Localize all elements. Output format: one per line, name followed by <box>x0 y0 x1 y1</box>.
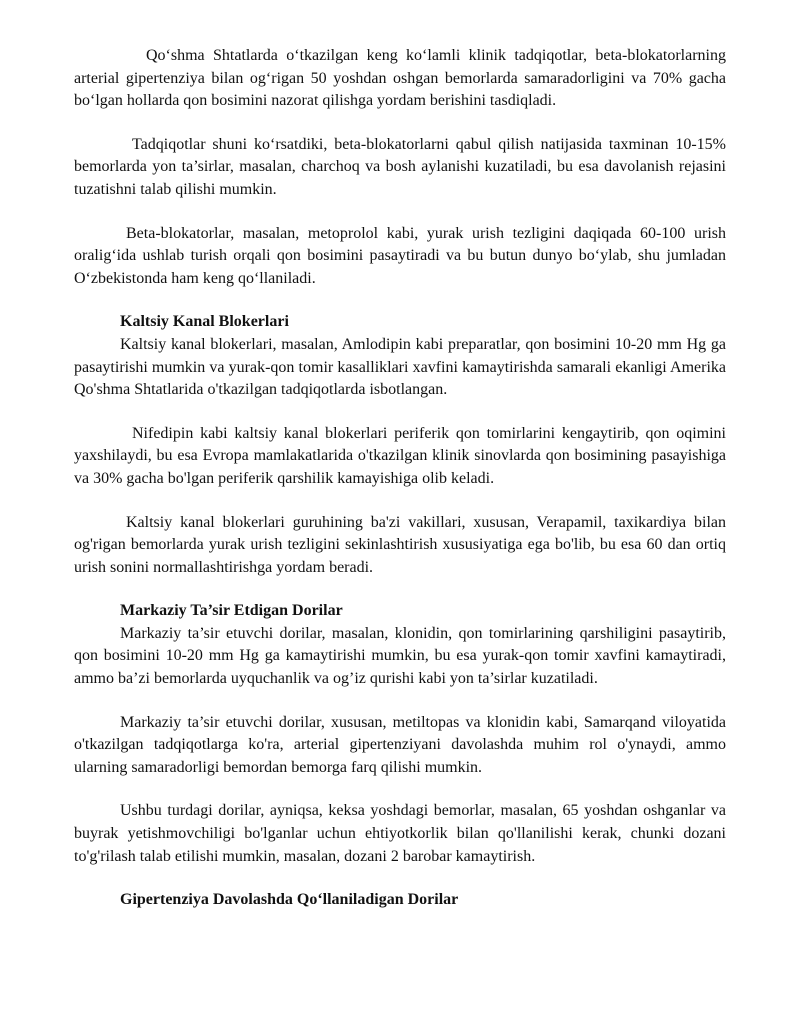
paragraph-central-elderly: Ushbu turdagi dorilar, ayniqsa, keksa yoshdagi bemorlar, masalan, 65 yoshdan oshganlar va buyrak yetishmovchiligi bo'lganlar uchun ehtiyotkorlik bilan qo'llanilishi kerak, chunki dozani to'g'rilash talab etilishi mumkin, masalan, dozani 2 barobar kamaytirish. <box>74 802 726 865</box>
document-body <box>74 45 726 912</box>
heading-calcium-channel-blockers: Kaltsiy Kanal Blokerlari <box>120 313 289 331</box>
paragraph-calcium-nifedipine: Nifedipin kabi kaltsiy kanal blokerlari periferik qon tomirlarini kengaytirib, qon oqimini yaxshilaydi, bu esa Evropa mamlakatlarida o'tkazilgan klinik sinovlarda qon bosimining pasayishiga va 30% gacha bo'lgan periferik qarshilik kamayishiga olib keladi. <box>74 424 726 487</box>
paragraph-central-samarkand: Markaziy ta’sir etuvchi dorilar, xususan, metiltopas va klonidin kabi, Samarqand viloyatida o'tkazilgan tadqiqotlarga ko'ra, arterial gipertenziyani davolashda muhim rol o'ynaydi, ammo ularning samaradorligi bemordan bemorga farq qilishi mumkin. <box>74 713 726 776</box>
paragraph-central-clonidine: Markaziy ta’sir etuvchi dorilar, masalan, klonidin, qon tomirlarining qarshiligini pasaytirib, qon bosimini 10-20 mm Hg ga kamaytirishi mumkin, bu esa yurak-qon tomir xavfini kamaytiradi, ammo ba’zi bemorlarda uyquchanlik va og’iz qurishi kabi yon ta’sirlar kuzatiladi. <box>74 624 726 688</box>
paragraph-beta-blockers-metoprolol: Beta-blokatorlar, masalan, metoprolol kabi, yurak urish tezligini daqiqada 60-100 urish oralig‘ida ushlab turish orqali qon bosimini pasaytiradi va bu butun dunyo bo‘ylab, shu jumladan O‘zbekistonda ham keng qo‘llaniladi. <box>74 224 726 287</box>
heading-central-acting-drugs: Markaziy Ta’sir Etdigan Dorilar <box>120 602 343 620</box>
paragraph-calcium-amlodipine: Kaltsiy kanal blokerlari, masalan, Amlodipin kabi preparatlar, qon bosimini 10-20 mm Hg ga pasaytirishi mumkin va yurak-qon tomir kasalliklari xavfini kamaytirishda samarali ekanligi Amerika Qo'shma Shtatlarida o'tkazilgan tadqiqotlarda isbotlangan. <box>74 335 726 399</box>
paragraph-beta-blockers-side-effects: Tadqiqotlar shuni ko‘rsatdiki, beta-blokatorlarni qabul qilish natijasida taxminan 10-15% bemorlarda yon ta’sirlar, masalan, charchoq va bosh aylanishi kuzatiladi, bu esa davolanish rejasini tuzatishni talab qilishi mumkin. <box>74 135 726 198</box>
paragraph-calcium-verapamil: Kaltsiy kanal blokerlari guruhining ba'zi vakillari, xususan, Verapamil, taxikardiya bilan og'rigan bemorlarda yurak urish tezligini sekinlashtirish xususiyatiga ega bo'lib, bu esa 60 dan ortiq urish sonini normallashtirishga yordam beradi. <box>74 513 726 576</box>
paragraph-beta-blockers-us-trials: Qo‘shma Shtatlarda o‘tkazilgan keng ko‘lamli klinik tadqiqotlar, beta-blokatorlarning arterial gipertenziya bilan og‘rigan 50 yoshdan oshgan bemorlarda samaradorligini va 70% gacha bo‘lgan hollarda qon bosimini nazorat qilishga yordam berishini tasdiqladi. <box>74 47 726 110</box>
heading-hypertension-drugs: Gipertenziya Davolashda Qo‘llaniladigan Dorilar <box>120 891 459 909</box>
